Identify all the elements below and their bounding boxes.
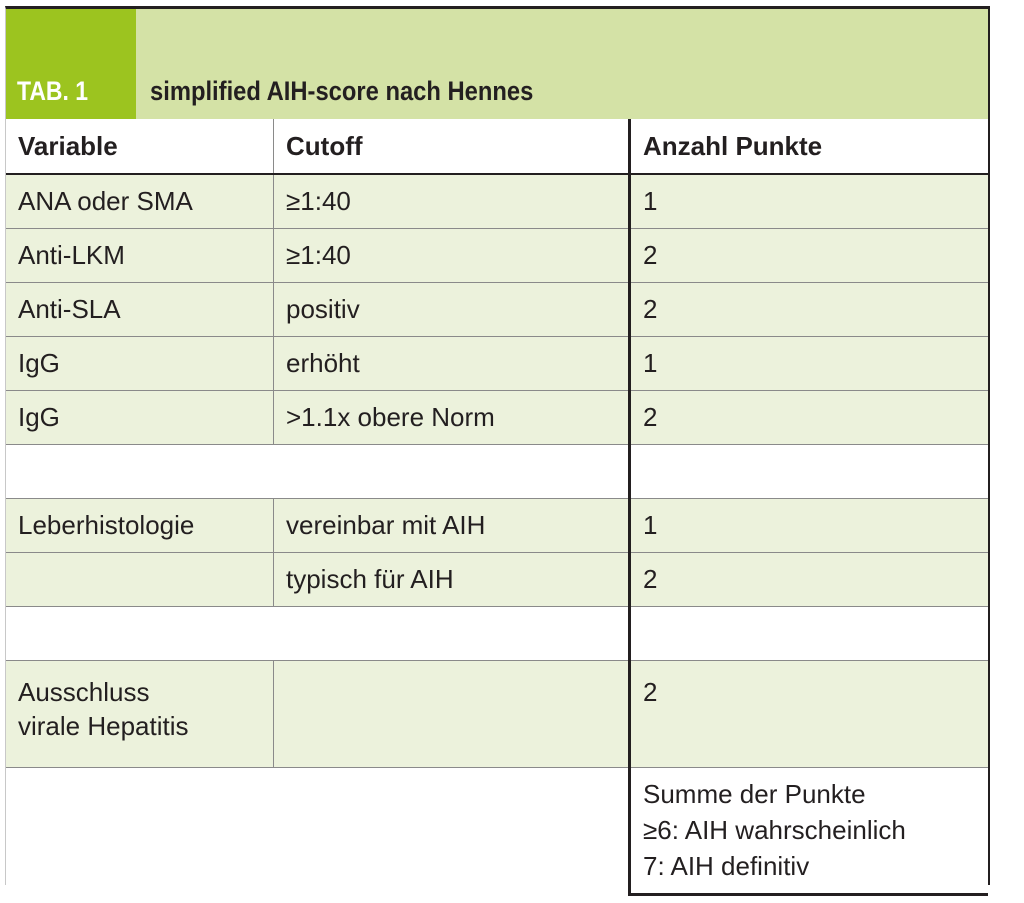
cell-variable — [6, 661, 274, 768]
column-header-cutoff: Cutoff — [274, 119, 630, 174]
table-row — [6, 391, 988, 445]
cell-cutoff: erhöht — [274, 337, 630, 391]
cell-variable: IgG — [6, 337, 274, 391]
cell-points: 1 — [630, 337, 989, 391]
spacer-cell — [630, 445, 989, 499]
cell-points: 2 — [630, 661, 989, 768]
cell-points: 1 — [630, 499, 989, 553]
table-header-band — [6, 9, 988, 119]
tab-number-label: TAB. 1 — [17, 76, 88, 106]
cell-points: 2 — [630, 391, 989, 445]
table-row — [6, 499, 988, 553]
cell-cutoff: vereinbar mit AIH — [274, 499, 630, 553]
cell-cutoff: ≥1:40 — [274, 229, 630, 283]
cell-variable: ANA oder SMA — [6, 174, 274, 229]
summary-line: Summe der Punkte — [643, 779, 866, 809]
table-row — [6, 337, 988, 391]
cell-variable-line: virale Hepatitis — [18, 711, 189, 741]
table-row — [6, 229, 988, 283]
table-row — [6, 661, 988, 768]
table-row — [6, 553, 988, 607]
cell-variable-line: Ausschluss — [18, 677, 150, 707]
table-spacer-row — [6, 445, 988, 499]
table-row — [6, 174, 988, 229]
summary-row — [6, 768, 988, 895]
table-title: simplified AIH-score nach Hennes — [150, 76, 534, 106]
spacer-cell — [6, 607, 630, 661]
cell-points: 1 — [630, 174, 989, 229]
summary-cell — [630, 768, 989, 895]
spacer-cell — [630, 607, 989, 661]
cell-cutoff: >1.1x obere Norm — [274, 391, 630, 445]
summary-empty-cell — [6, 768, 630, 895]
column-header-points: Anzahl Punkte — [630, 119, 989, 174]
cell-points: 2 — [630, 553, 989, 607]
summary-line: 7: AIH definitiv — [643, 851, 810, 881]
tab-number-badge — [6, 9, 136, 119]
cell-points: 2 — [630, 283, 989, 337]
cell-cutoff — [274, 661, 630, 768]
cell-variable: Anti-SLA — [6, 283, 274, 337]
table-row — [6, 283, 988, 337]
summary-line: ≥6: AIH wahrscheinlich — [643, 815, 906, 845]
cell-cutoff: typisch für AIH — [274, 553, 630, 607]
cell-variable — [6, 553, 274, 607]
score-table — [6, 119, 988, 896]
table-header-row — [6, 119, 988, 174]
cell-variable: IgG — [6, 391, 274, 445]
spacer-cell — [6, 445, 630, 499]
cell-cutoff: ≥1:40 — [274, 174, 630, 229]
column-header-variable: Variable — [6, 119, 274, 174]
table-frame — [5, 6, 990, 885]
cell-cutoff: positiv — [274, 283, 630, 337]
cell-variable: Anti-LKM — [6, 229, 274, 283]
cell-points: 2 — [630, 229, 989, 283]
cell-variable: Leberhistologie — [6, 499, 274, 553]
table-spacer-row — [6, 607, 988, 661]
